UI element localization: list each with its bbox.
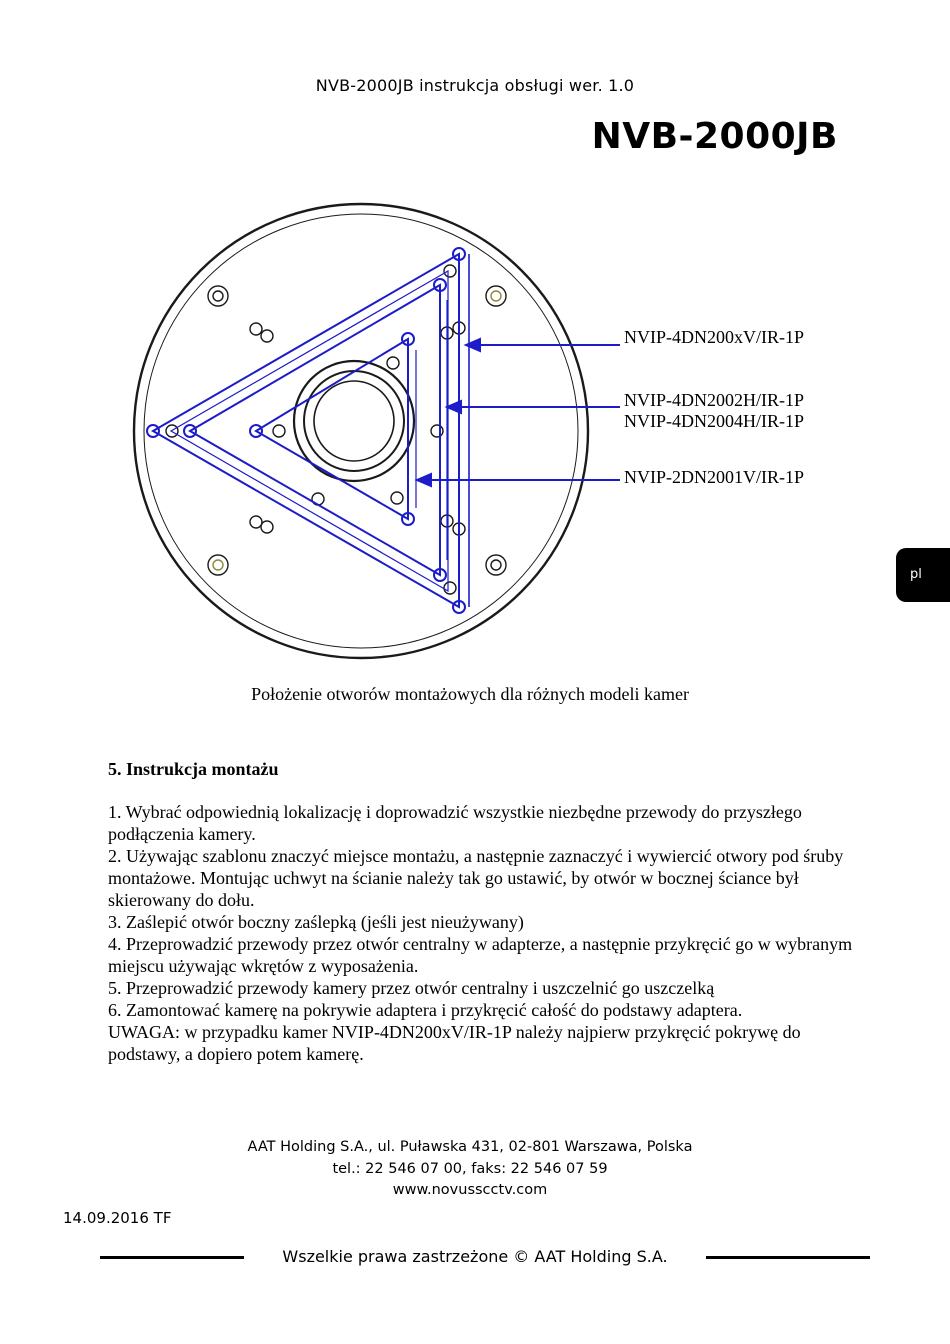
triangle-small <box>256 339 416 519</box>
document-date: 14.09.2016 TF <box>63 1209 172 1227</box>
language-tab: pl <box>896 548 950 602</box>
diagram-caption: Położenie otworów montażowych dla różnych modeli kamer <box>251 684 689 704</box>
triangle-large <box>153 254 469 607</box>
callout-label-2: NVIP-4DN2002H/IR-1P NVIP-4DN2004H/IR-1P <box>624 390 804 431</box>
instruction-step: 2. Używając szablonu znaczyć miejsce montażu, a następnie zaznaczyć i wywiercić otwory pod śruby montażowe. Montując uchwyt na ścianie należy tak go ustawić, by otwór w bocznej ściance był skierowany do dołu. <box>108 846 844 910</box>
base-inner-ring <box>144 214 578 648</box>
footer-contact <box>0 1137 940 1202</box>
callout-label-3: NVIP-2DN2001V/IR-1P <box>624 467 804 487</box>
corner-screws <box>208 286 506 575</box>
instruction-step: 6. Zamontować kamerę na pokrywie adaptera i przykręcić całość do podstawy adaptera. <box>108 1000 743 1020</box>
footer-address: AAT Holding S.A., ul. Puławska 431, 02-801 Warszawa, Polska <box>247 1139 693 1155</box>
instruction-step: 4. Przeprowadzić przewody przez otwór centralny w adapterze, a następnie przykręcić go w wybranym miejscu używając wkrętów z wyposażenia. <box>108 934 853 976</box>
footer-phone: tel.: 22 546 07 00, faks: 22 546 07 59 <box>332 1160 608 1177</box>
center-opening-inner <box>314 381 394 461</box>
callout-label-1: NVIP-4DN200xV/IR-1P <box>624 327 804 347</box>
instruction-list <box>108 801 868 1065</box>
copyright-notice: Wszelkie prawa zastrzeżone © AAT Holding S.A. <box>282 1247 668 1266</box>
document-header: NVB-2000JB instrukcja obsługi wer. 1.0 <box>315 76 635 95</box>
instruction-step: 1. Wybrać odpowiednią lokalizację i doprowadzić wszystkie niezbędne przewody do przyszłego podłączenia kamery. <box>108 802 802 844</box>
footer-website: www.novusscctv.com <box>392 1182 548 1198</box>
instruction-step: 3. Zaślepić otwór boczny zaślepką (jeśli jest nieużywany) <box>108 912 524 932</box>
instruction-step: 5. Przeprowadzić przewody kamery przez otwór centralny i uszczelnić go uszczelką <box>108 978 715 998</box>
center-opening-mid <box>304 371 404 471</box>
section-heading: 5. Instrukcja montażu <box>108 759 279 779</box>
base-outer-ring <box>134 204 588 658</box>
model-title: NVB-2000JB <box>591 116 838 157</box>
warning-note: UWAGA: w przypadku kamer NVIP-4DN200xV/IR-1P należy najpierw przykręcić pokrywę do podstawy, a dopiero potem kamerę. <box>108 1022 801 1064</box>
highlighted-holes <box>147 248 465 613</box>
